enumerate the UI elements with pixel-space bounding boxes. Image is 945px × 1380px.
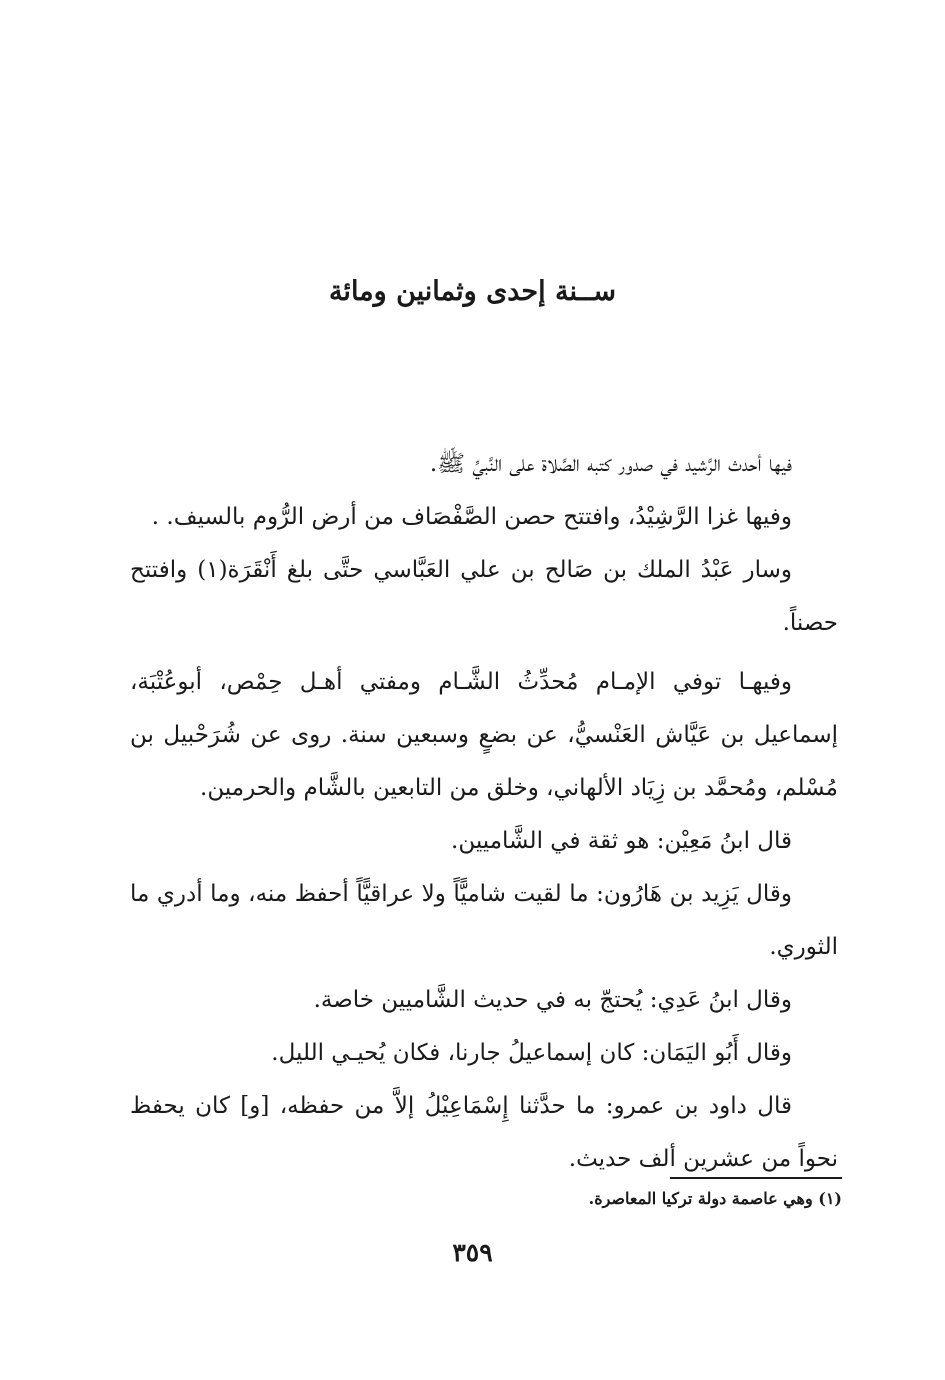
- page-number: ٣٥٩: [452, 1238, 493, 1267]
- chapter-title: ســنة إحدى وثمانين ومائة: [328, 276, 617, 307]
- footnote-divider: [670, 1177, 842, 1179]
- paragraph-4: وفيهـا توفي الإمـام مُحدِّثُ الشَّـام ومفتي أهـل حِمْص، أبوعُتْبَة، إسماعيل بن عَيَّاش العَنْسيُّ، عن بضعٍ وسبعين سنة. روى عن شُرَحْبيل بن مُسْلم، ومُحمَّد بن زِيَاد الألهاني، وخلق من التابعين بالشَّام والحرمين.: [130, 669, 838, 801]
- paragraph-9: قال داود بن عمرو: ما حدَّثنا إِسْمَاعِيْلُ إلاَّ من حفظه، [و] كان يحفظ نحواً من عشرين ألف حديث.: [130, 1093, 838, 1172]
- footnote: (١) وهي عاصمة دولة تركيا المعاصرة.: [588, 1189, 842, 1208]
- paragraph-3: وسار عَبْدُ الملك بن صَالح بن علي العَبَّاسي حتَّى بلغ أَنْقَرَة(١) وافتتح حصناً.: [130, 557, 838, 636]
- paragraph-1: فيها أحدث الرَّشيد في صدور كتبه الصَّلاة على النَّبيِّ ﷺ.: [429, 451, 792, 477]
- body-text: [130, 438, 838, 1186]
- paragraph-8: وقال أَبُو اليَمَان: كان إسماعيلُ جارنا، فكان يُحيـي الليل.: [271, 1040, 792, 1066]
- paragraph-5: قال ابنُ مَعِيْن: هو ثقة في الشَّاميين.: [451, 828, 792, 854]
- paragraph-7: وقال ابنُ عَدِي: يُحتجّ به في حديث الشَّاميين خاصة.: [313, 987, 792, 1013]
- paragraph-6: وقال يَزِيد بن هَارُون: ما لقيت شاميًّاً ولا عراقيًّاً أحفظ منه، وما أدري ما الثوري.: [130, 881, 838, 960]
- paragraph-2: وفيها غزا الرَّشِيْدُ، وافتتح حصن الصَّفْصَاف من أرض الرُّوم بالسيف. .: [151, 504, 792, 530]
